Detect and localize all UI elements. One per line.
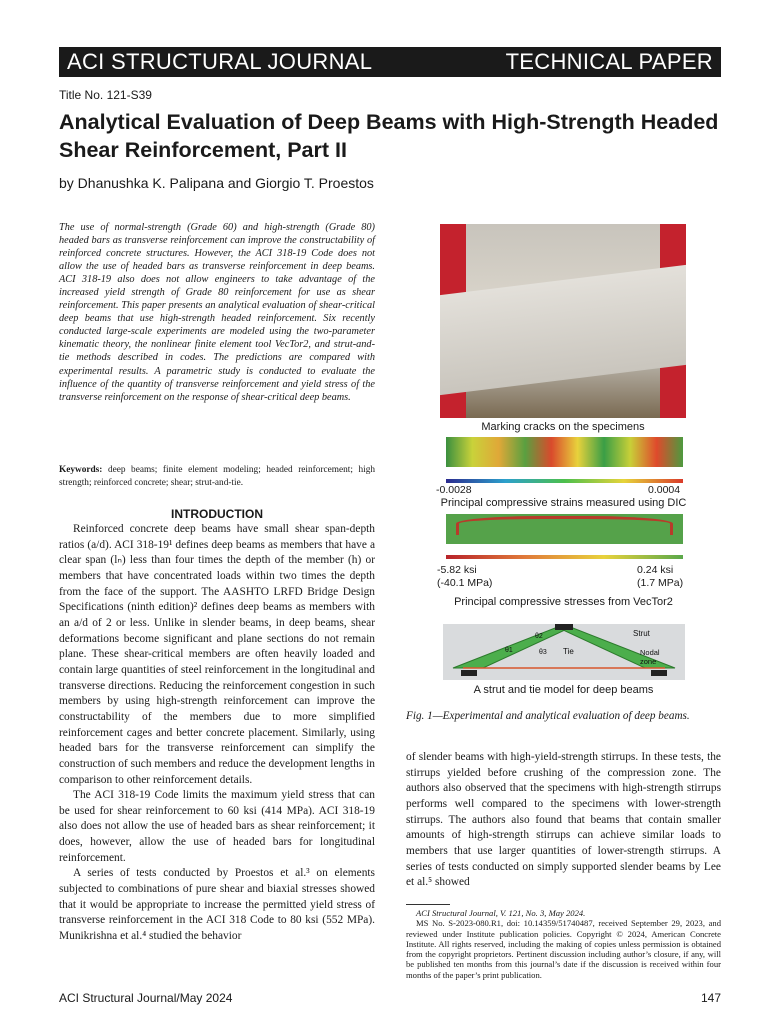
svg-text:Strut: Strut bbox=[633, 629, 650, 638]
photo-caption: Marking cracks on the specimens bbox=[481, 421, 645, 433]
stress-colorbar bbox=[446, 555, 683, 559]
svg-text:Nodal: Nodal bbox=[640, 648, 660, 657]
strut-and-tie-diagram bbox=[443, 624, 685, 680]
journal-name: ACI STRUCTURAL JOURNAL bbox=[67, 49, 373, 74]
stm-caption: A strut and tie model for deep beams bbox=[473, 684, 654, 696]
abstract: The use of normal-strength (Grade 60) and high-strength (Grade 80) headed bars as transverse reinforcement can improve the constructability of reinforced concrete structures. However, the ACI 318-19 Code does not allow the use of headed bars as transverse reinforcement in deep beams. ACI 318-19 also does not allow engineers to take advantage of the increased yield strength of Grade 80 reinforcement for use as shear reinforcement. This paper presents an analytical evaluation of shear-critical deep beams that use high-strength headed reinforcement. Six recently conducted large-scale experiments are modeled using the two-parameter kinematic theory, the nonlinear finite element tool VecTor2, and strut-and-tie methods described in codes. The predictions are compared with experimental results. A parametric study is conducted to evaluate the influence of the quantity of transverse reinforcement and yield stress of the transverse reinforcement on the response of shear-critical deep beams. bbox=[59, 222, 375, 403]
stress-caption: Principal compressive stresses from VecTor2 bbox=[454, 596, 673, 608]
svg-text:zone: zone bbox=[640, 657, 657, 666]
footnote-details: MS No. S-2023-080.R1, doi: 10.14359/51740487, received September 29, 2023, and reviewed under Institute publication policies. Copyright © 2024, American Concrete Institute. All rights reserved, including the making of copies unless permission is obtained from the copyright proprietors. Pertinent discussion including author’s closure, if any, will be published ten months from this journal’s date if the discussion is received within four months of the paper’s print publication. bbox=[406, 918, 721, 980]
journal-banner bbox=[59, 47, 721, 77]
dic-strain-map bbox=[446, 437, 683, 467]
strain-colorbar bbox=[446, 479, 683, 483]
footnote-citation: ACI Structural Journal, V. 121, No. 3, May 2024. bbox=[416, 908, 586, 918]
author-line: by Dhanushka K. Palipana and Giorgio T. Proestos bbox=[59, 175, 374, 191]
body-paragraph: The ACI 318-19 Code limits the maximum yield stress that can be used for shear reinforcement to 60 ksi (414 MPa). ACI 318-19 also does not allow the use of headed bars as shear reinforcement; it does, however, allow the use of headed bars for longitudinal reinforcement. bbox=[59, 789, 375, 864]
figure-caption: Fig. 1—Experimental and analytical evaluation of deep beams. bbox=[406, 710, 690, 722]
page-number: 147 bbox=[700, 991, 721, 1005]
keywords bbox=[59, 464, 375, 489]
svg-text:θ3: θ3 bbox=[539, 649, 547, 656]
specimen-photo bbox=[440, 224, 686, 418]
section-heading-introduction: INTRODUCTION bbox=[171, 507, 263, 521]
strut-tie-svg bbox=[443, 624, 685, 680]
title-number: Title No. 121-S39 bbox=[59, 88, 152, 102]
body-paragraph: of slender beams with high-yield-strength stirrups. In these tests, the stirrups yielded before crushing of the compression zone. The authors also observed that the specimens with high-strength stirrups performs well compared to the specimens with lower-strength stirrups. The authors also found that beams that contain smaller amounts of high-strength stirrups can achieve similar loads to members that use larger quantities of lower-strength stirrups. A series of tests conducted on simply supported slender beams by Lee et al.⁵ showed bbox=[406, 751, 721, 889]
footnote bbox=[406, 904, 721, 980]
svg-text:Tie: Tie bbox=[563, 647, 574, 656]
svg-text:θ2: θ2 bbox=[535, 633, 543, 640]
footer-journal: ACI Structural Journal/May 2024 bbox=[59, 991, 233, 1005]
paper-title: Analytical Evaluation of Deep Beams with High-Strength Headed Shear Reinforcement, Part II bbox=[59, 110, 719, 162]
deep-beam-specimen bbox=[440, 265, 686, 395]
section-label: TECHNICAL PAPER bbox=[505, 49, 713, 74]
body-paragraph: A series of tests conducted by Proestos et al.³ on elements subjected to combinations of pure shear and biaxial stresses showed that it would be appropriate to increase the permitted yield stress of transverse reinforcement in the ACI 318 Code to 80 ksi (552 MPa). Munikrishna et al.⁴ studied the behavior bbox=[59, 867, 375, 943]
stress-min-label: -5.82 ksi (-40.1 MPa) bbox=[437, 564, 493, 589]
strain-caption: Principal compressive strains measured using DIC bbox=[440, 497, 687, 509]
body-column-right bbox=[406, 750, 721, 891]
stress-max-label: 0.24 ksi (1.7 MPa) bbox=[637, 564, 684, 589]
vector2-stress-map bbox=[446, 514, 683, 544]
keywords-label: Keywords: bbox=[59, 465, 103, 475]
svg-text:θ1: θ1 bbox=[505, 647, 513, 654]
strain-max-label: 0.0004 bbox=[648, 484, 681, 496]
body-column-left bbox=[59, 522, 375, 945]
keywords-text: deep beams; finite element modeling; headed reinforcement; high strength; reinforced concrete; shear; strut-and-tie. bbox=[59, 465, 375, 488]
body-paragraph: Reinforced concrete deep beams have small shear span-depth ratios (a/d). ACI 318-19¹ defines deep beams as members that have a clear span (lₙ) less than four times the depth of the member (h) or members that have concentrated loads within two times the depth from the face of the support. The AASHTO LRFD Bridge Design Specifications (ninth edition)² defines deep beams as members with an a/d of 2 or less. Unlike in slender beams, in deep beams, shear deformations become significant and plane sections do not remain plane. These shear-critical members are often heavily loaded and contain large quantities of steel reinforcement in the longitudinal and transverse directions. Reducing the reinforcement congestion in such members by using high-strength reinforcement can improve the constructability of the members due to more simplified reinforcement cages and better concrete placement. Similarly, using headed bars for the transverse reinforcement can simplify the construction of such members and reduce the development lengths in comparison to other reinforcement details. bbox=[59, 523, 375, 786]
strain-min-label: -0.0028 bbox=[436, 484, 472, 496]
